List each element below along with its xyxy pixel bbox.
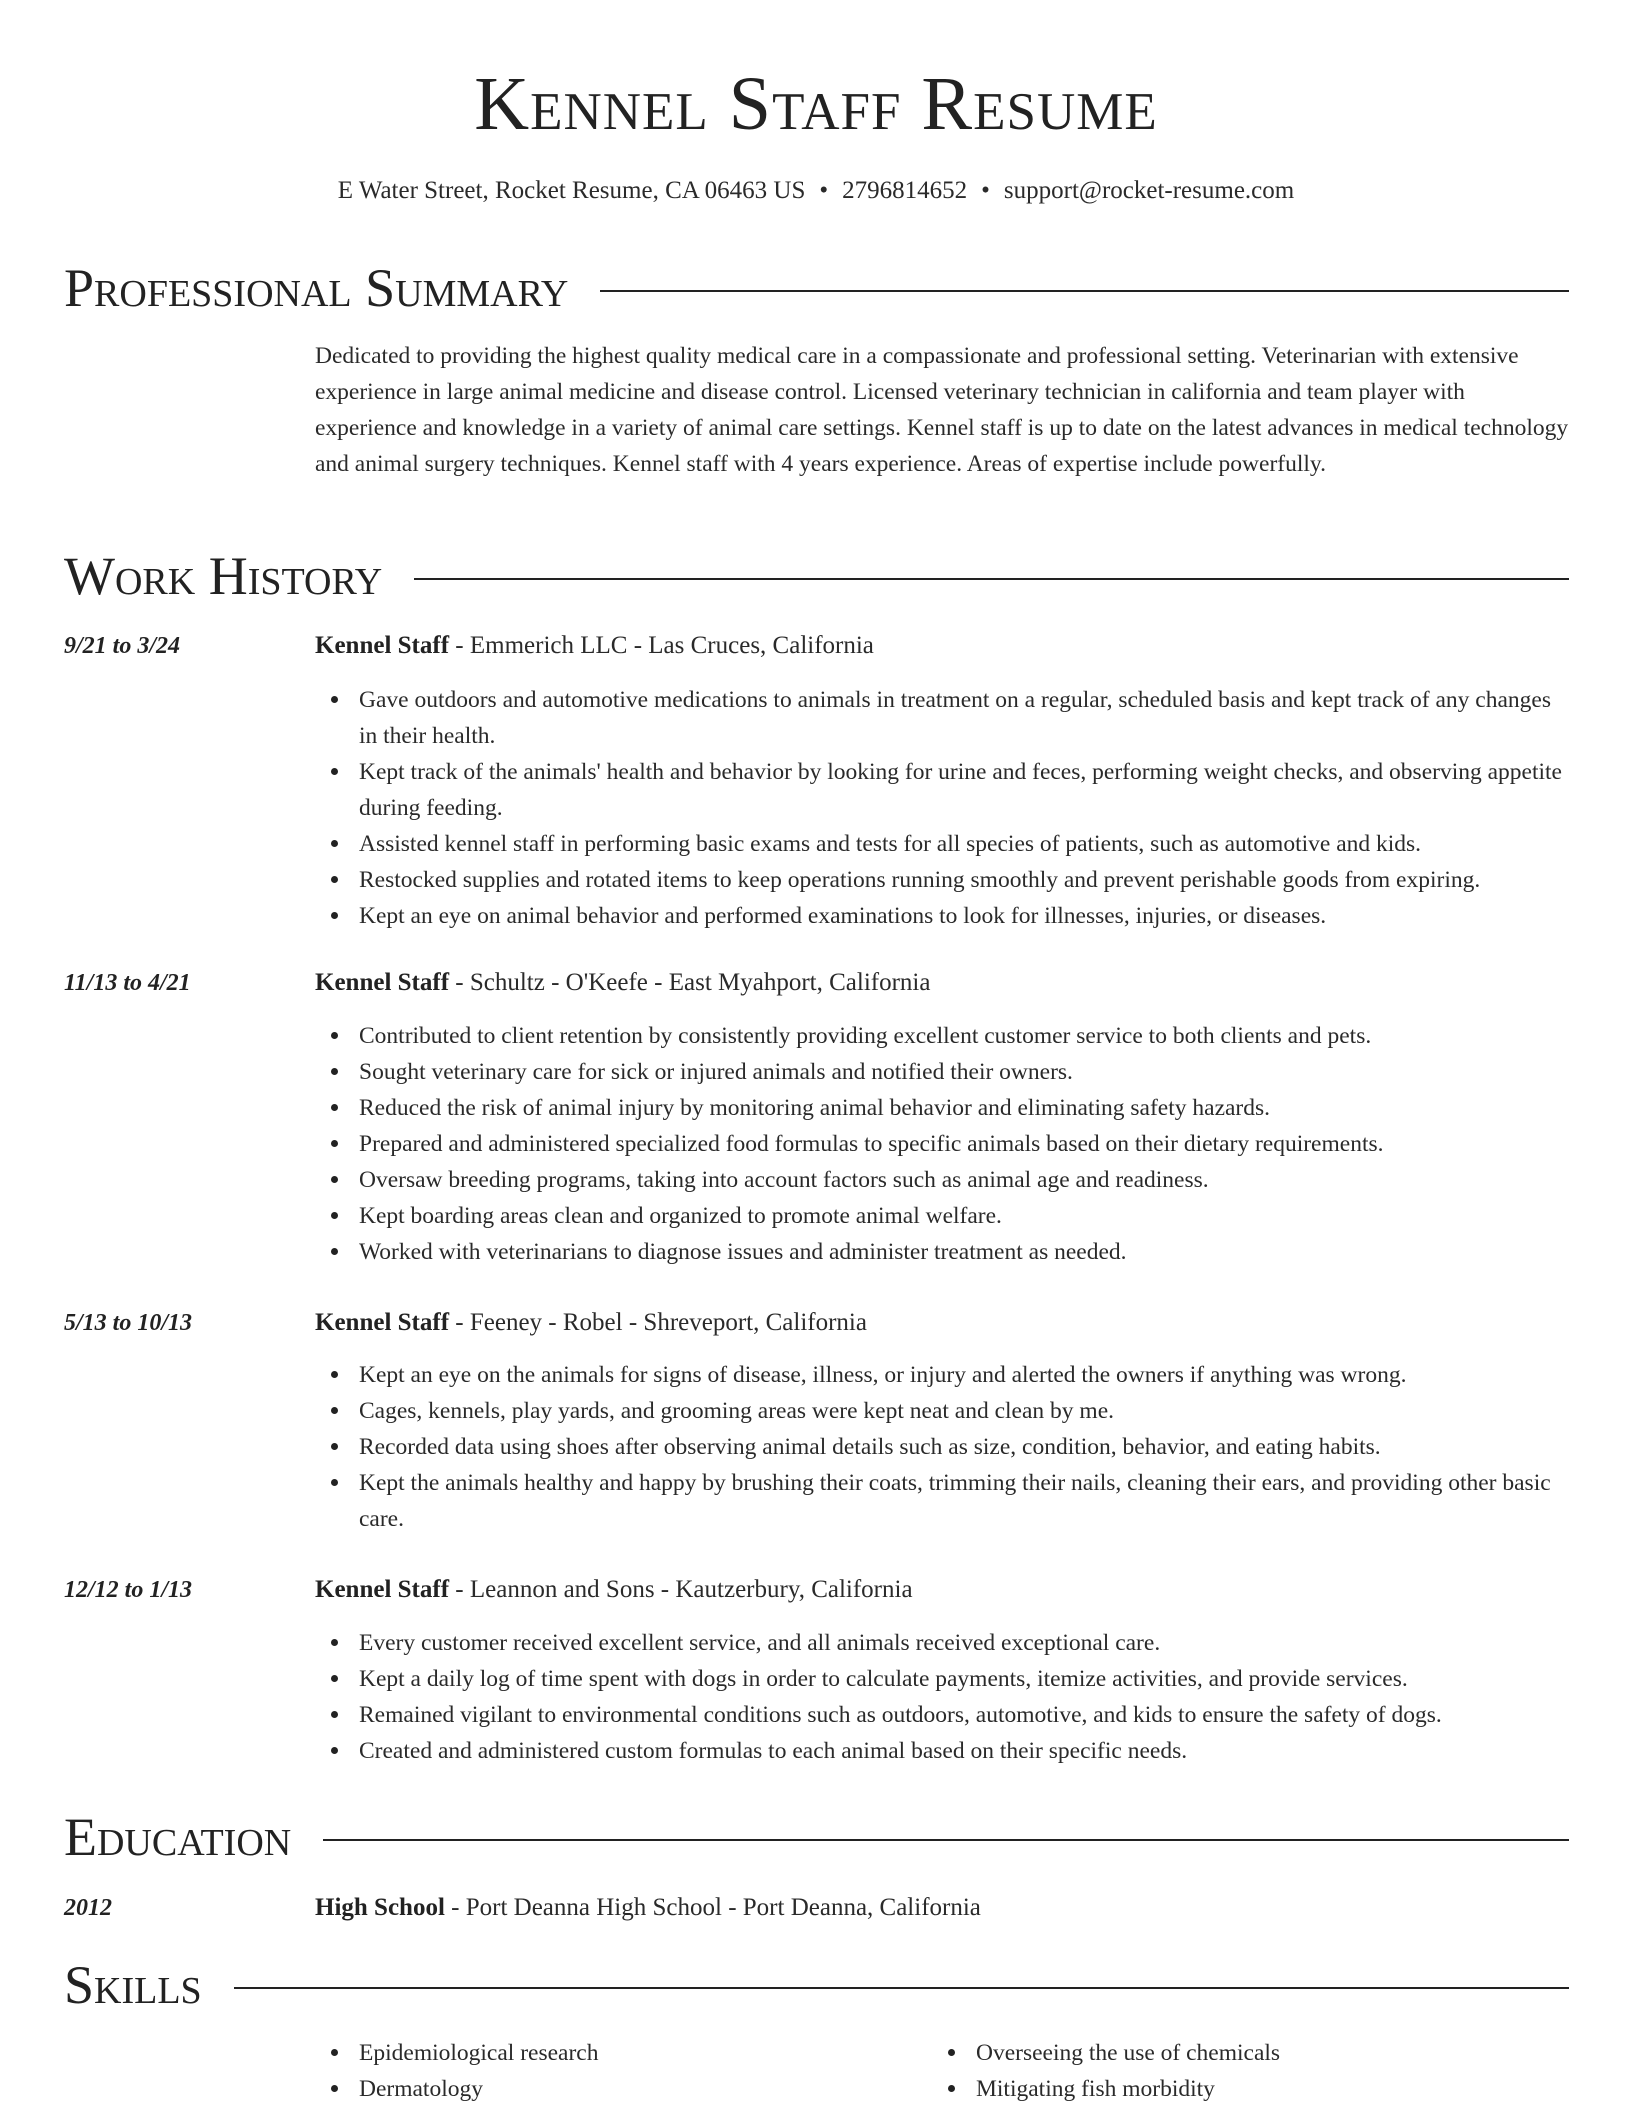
list-item: Prepared and administered specialized food formulas to specific animals based on their dietary requirements.: [359, 1126, 1569, 1162]
job-heading: [315, 1573, 1569, 1607]
list-item: Contributed to client retention by consistently providing excellent customer service to both clients and pets.: [359, 1018, 1569, 1054]
skill-item: Mitigating fish morbidity: [976, 2071, 1536, 2107]
education-heading-line: [315, 1891, 1569, 1925]
list-item: Every customer received excellent service, and all animals received exceptional care.: [359, 1625, 1569, 1661]
summary-section-header: [64, 256, 1569, 320]
skills-heading: Skills: [64, 1955, 202, 2015]
list-item: Cages, kennels, play yards, and grooming areas were kept neat and clean by me.: [359, 1393, 1569, 1429]
skill-item: Overseeing the use of chemicals: [976, 2035, 1536, 2071]
contact-separator: •: [981, 177, 990, 204]
job-heading: [315, 966, 1569, 1000]
job-dates: 12/12 to 1/13: [64, 1577, 193, 1603]
list-item: Reduced the risk of animal injury by monitoring animal behavior and eliminating safety hazards.: [359, 1090, 1569, 1126]
section-divider: [234, 1987, 1569, 1989]
job-role: Kennel Staff: [315, 632, 450, 659]
job-dates: 11/13 to 4/21: [64, 970, 191, 996]
section-divider: [600, 290, 1569, 292]
job-role: Kennel Staff: [315, 1576, 450, 1603]
list-item: Kept boarding areas clean and organized to promote animal welfare.: [359, 1198, 1569, 1234]
job-bullets: [315, 1018, 1569, 1270]
job-bullets: [315, 1357, 1569, 1537]
work-history-heading: Work History: [64, 546, 383, 606]
contact-email: support@rocket-resume.com: [1003, 177, 1295, 204]
list-item: Gave outdoors and automotive medications to animals in treatment on a regular, scheduled basis and kept track of any changes in their health.: [359, 682, 1569, 754]
contact-phone: 2796814652: [842, 177, 968, 204]
job-details: - Schultz - O'Keefe - East Myahport, California: [449, 969, 931, 996]
job-details: - Feeney - Robel - Shreveport, California: [449, 1309, 867, 1336]
job-role: Kennel Staff: [315, 969, 450, 996]
list-item: Oversaw breeding programs, taking into account factors such as animal age and readiness.: [359, 1162, 1569, 1198]
summary-heading: Professional Summary: [64, 258, 569, 318]
education-heading: Education: [64, 1807, 292, 1867]
skills-list-right: [932, 2035, 1536, 2107]
work-history-section-header: [64, 544, 1569, 608]
job-bullets: [315, 682, 1569, 934]
contact-separator: •: [819, 177, 829, 204]
job-dates: 5/13 to 10/13: [64, 1310, 193, 1336]
skills-section-header: [64, 1953, 1569, 2017]
list-item: Kept an eye on the animals for signs of disease, illness, or injury and alerted the owners if anything was wrong.: [359, 1357, 1569, 1393]
job-heading: [315, 1306, 1569, 1340]
job-details: - Emmerich LLC - Las Cruces, California: [449, 632, 874, 659]
section-divider: [323, 1839, 1569, 1841]
list-item: Kept the animals healthy and happy by brushing their coats, trimming their nails, cleaning their ears, and providing other basic care.: [359, 1465, 1569, 1537]
list-item: Kept track of the animals' health and behavior by looking for urine and feces, performing weight checks, and observing appetite during feeding.: [359, 754, 1569, 826]
job-dates: 9/21 to 3/24: [64, 633, 181, 659]
contact-line: [0, 174, 1632, 208]
list-item: Kept an eye on animal behavior and performed examinations to look for illnesses, injuries, or diseases.: [359, 898, 1569, 934]
list-item: Kept a daily log of time spent with dogs in order to calculate payments, itemize activities, and provide services.: [359, 1661, 1569, 1697]
skills-list-left: [315, 2035, 919, 2107]
contact-address: E Water Street, Rocket Resume, CA 06463 US: [337, 177, 806, 204]
skill-item: Dermatology: [359, 2071, 919, 2107]
section-divider: [414, 578, 1569, 580]
skill-item: Epidemiological research: [359, 2035, 919, 2071]
education-year: 2012: [64, 1895, 112, 1921]
list-item: Sought veterinary care for sick or injured animals and notified their owners.: [359, 1054, 1569, 1090]
education-degree: High School: [315, 1894, 445, 1921]
page-title: Kennel Staff Resume: [474, 62, 1158, 146]
job-heading: [315, 629, 1569, 663]
list-item: Worked with veterinarians to diagnose issues and administer treatment as needed.: [359, 1234, 1569, 1270]
job-bullets: [315, 1625, 1569, 1769]
education-section-header: [64, 1805, 1569, 1869]
education-details: - Port Deanna High School - Port Deanna, California: [444, 1894, 981, 1921]
job-details: - Leannon and Sons - Kautzerbury, California: [449, 1576, 913, 1603]
list-item: Remained vigilant to environmental conditions such as outdoors, automotive, and kids to ensure the safety of dogs.: [359, 1697, 1569, 1733]
job-role: Kennel Staff: [315, 1309, 450, 1336]
list-item: Recorded data using shoes after observing animal details such as size, condition, behavior, and eating habits.: [359, 1429, 1569, 1465]
list-item: Created and administered custom formulas to each animal based on their specific needs.: [359, 1733, 1569, 1769]
list-item: Assisted kennel staff in performing basic exams and tests for all species of patients, such as automotive and kids.: [359, 826, 1569, 862]
summary-text: Dedicated to providing the highest quality medical care in a compassionate and professional setting. Veterinarian with extensive experience in large animal medicine and disease control. Licensed veterinary technician in california and team player with experience and knowledge in a variety of animal care settings. Kennel staff is up to date on the latest advances in medical technology and animal surgery techniques. Kennel staff with 4 years experience. Areas of expertise include powerfully.: [315, 343, 1569, 477]
list-item: Restocked supplies and rotated items to keep operations running smoothly and prevent perishable goods from expiring.: [359, 862, 1569, 898]
